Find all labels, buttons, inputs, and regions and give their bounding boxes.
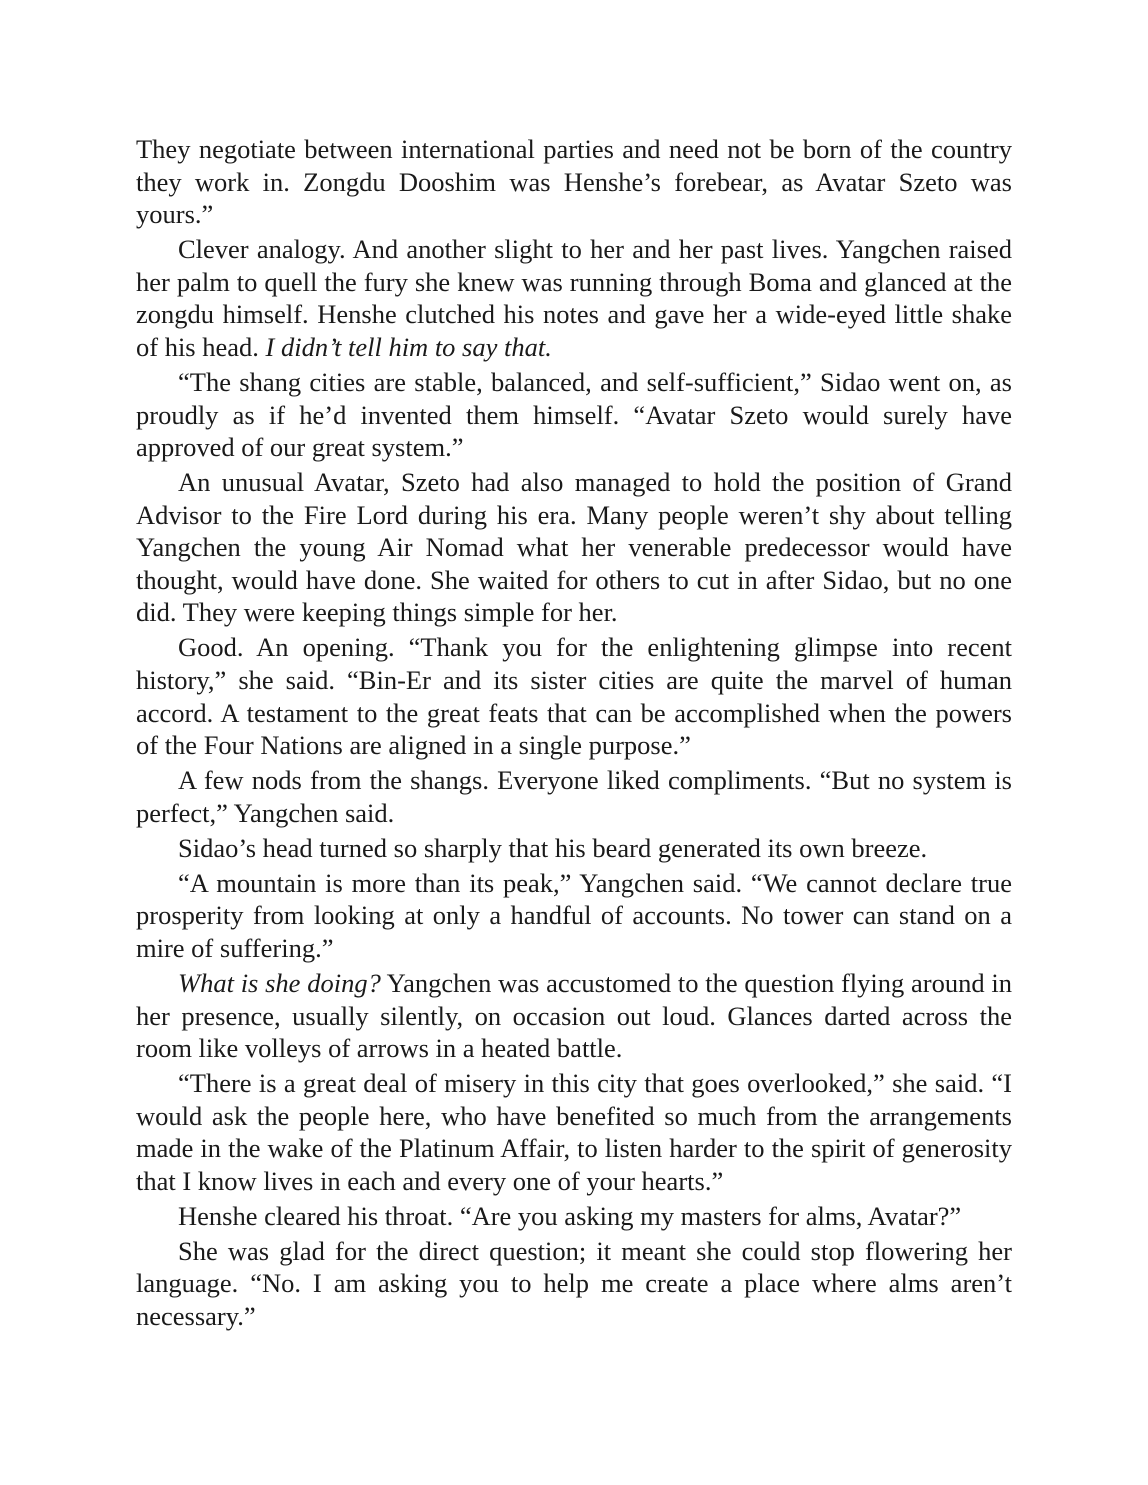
paragraph-7	[136, 832, 1012, 865]
paragraph-text: Good. An opening. “Thank you for the enlightening glimpse into recent history,” she said. “Bin-Er and its sister cities are quite the marvel of human accord. A testament to the great feats that can be accomplished when the powers of the Four Nations are aligned in a single purpose.”	[136, 632, 1012, 761]
italic-thought: I didn’t tell him to say that.	[265, 331, 552, 362]
paragraph-text: Yangchen was accustomed to the question flying around in her presence, usually silently, on occasion out loud. Glances darted across the room like volleys of arrows in a heated battle.	[136, 967, 1012, 1064]
paragraph-text: Sidao’s head turned so sharply that his beard generated its own breeze.	[178, 832, 928, 863]
paragraph-4	[136, 466, 1012, 629]
paragraph-text: “The shang cities are stable, balanced, and self-sufficient,” Sidao went on, as proudly as if he’d invented them himself. “Avatar Szeto would surely have approved of our great system.”	[136, 366, 1012, 463]
paragraph-text: “There is a great deal of misery in this city that goes overlooked,” she said. “I would ask the people here, who have benefited so much from the arrangements made in the wake of the Platinum Affair, to listen harder to the spirit of generosity that I know lives in each and every one of your hearts.”	[136, 1068, 1012, 1196]
paragraph-12	[136, 1235, 1012, 1333]
paragraph-text: “A mountain is more than its peak,” Yangchen said. “We cannot declare true prosperity from looking at only a handful of accounts. No tower can stand on a mire of suffering.”	[136, 867, 1012, 963]
paragraph-9	[136, 967, 1012, 1065]
book-page	[136, 133, 1012, 1335]
paragraph-3	[136, 366, 1012, 464]
paragraph-5	[136, 631, 1012, 761]
italic-thought: What is she doing?	[178, 967, 381, 998]
paragraph-text: Henshe cleared his throat. “Are you asking my masters for alms, Avatar?”	[178, 1200, 962, 1231]
paragraph-11	[136, 1200, 1012, 1233]
paragraph-8	[136, 867, 1012, 965]
paragraph-text: An unusual Avatar, Szeto had also managed to hold the position of Grand Advisor to the Fire Lord during his era. Many people weren’t shy about telling Yangchen the young Air Nomad what her venerable predecessor would have thought, would have done. She waited for others to cut in after Sidao, but no one did. They were keeping things simple for her.	[136, 467, 1012, 628]
paragraph-text: A few nods from the shangs. Everyone liked compliments. “But no system is perfect,” Yangchen said.	[136, 765, 1012, 828]
paragraph-text: They negotiate between international parties and need not be born of the country they work in. Zongdu Dooshim was Henshe’s forebear, as Avatar Szeto was yours.”	[136, 134, 1012, 230]
paragraph-10	[136, 1067, 1012, 1197]
paragraph-2	[136, 233, 1012, 363]
paragraph-text: Clever analogy. And another slight to her and her past lives. Yangchen raised her palm to quell the fury she knew was running through Boma and glanced at the zongdu himself. Henshe clutched his notes and gave her a wide-eyed little shake of his head.	[136, 234, 1012, 362]
paragraph-1	[136, 133, 1012, 231]
paragraph-6	[136, 764, 1012, 829]
paragraph-text: She was glad for the direct question; it meant she could stop flowering her language. “No. I am asking you to help me create a place where alms aren’t necessary.”	[136, 1235, 1012, 1332]
